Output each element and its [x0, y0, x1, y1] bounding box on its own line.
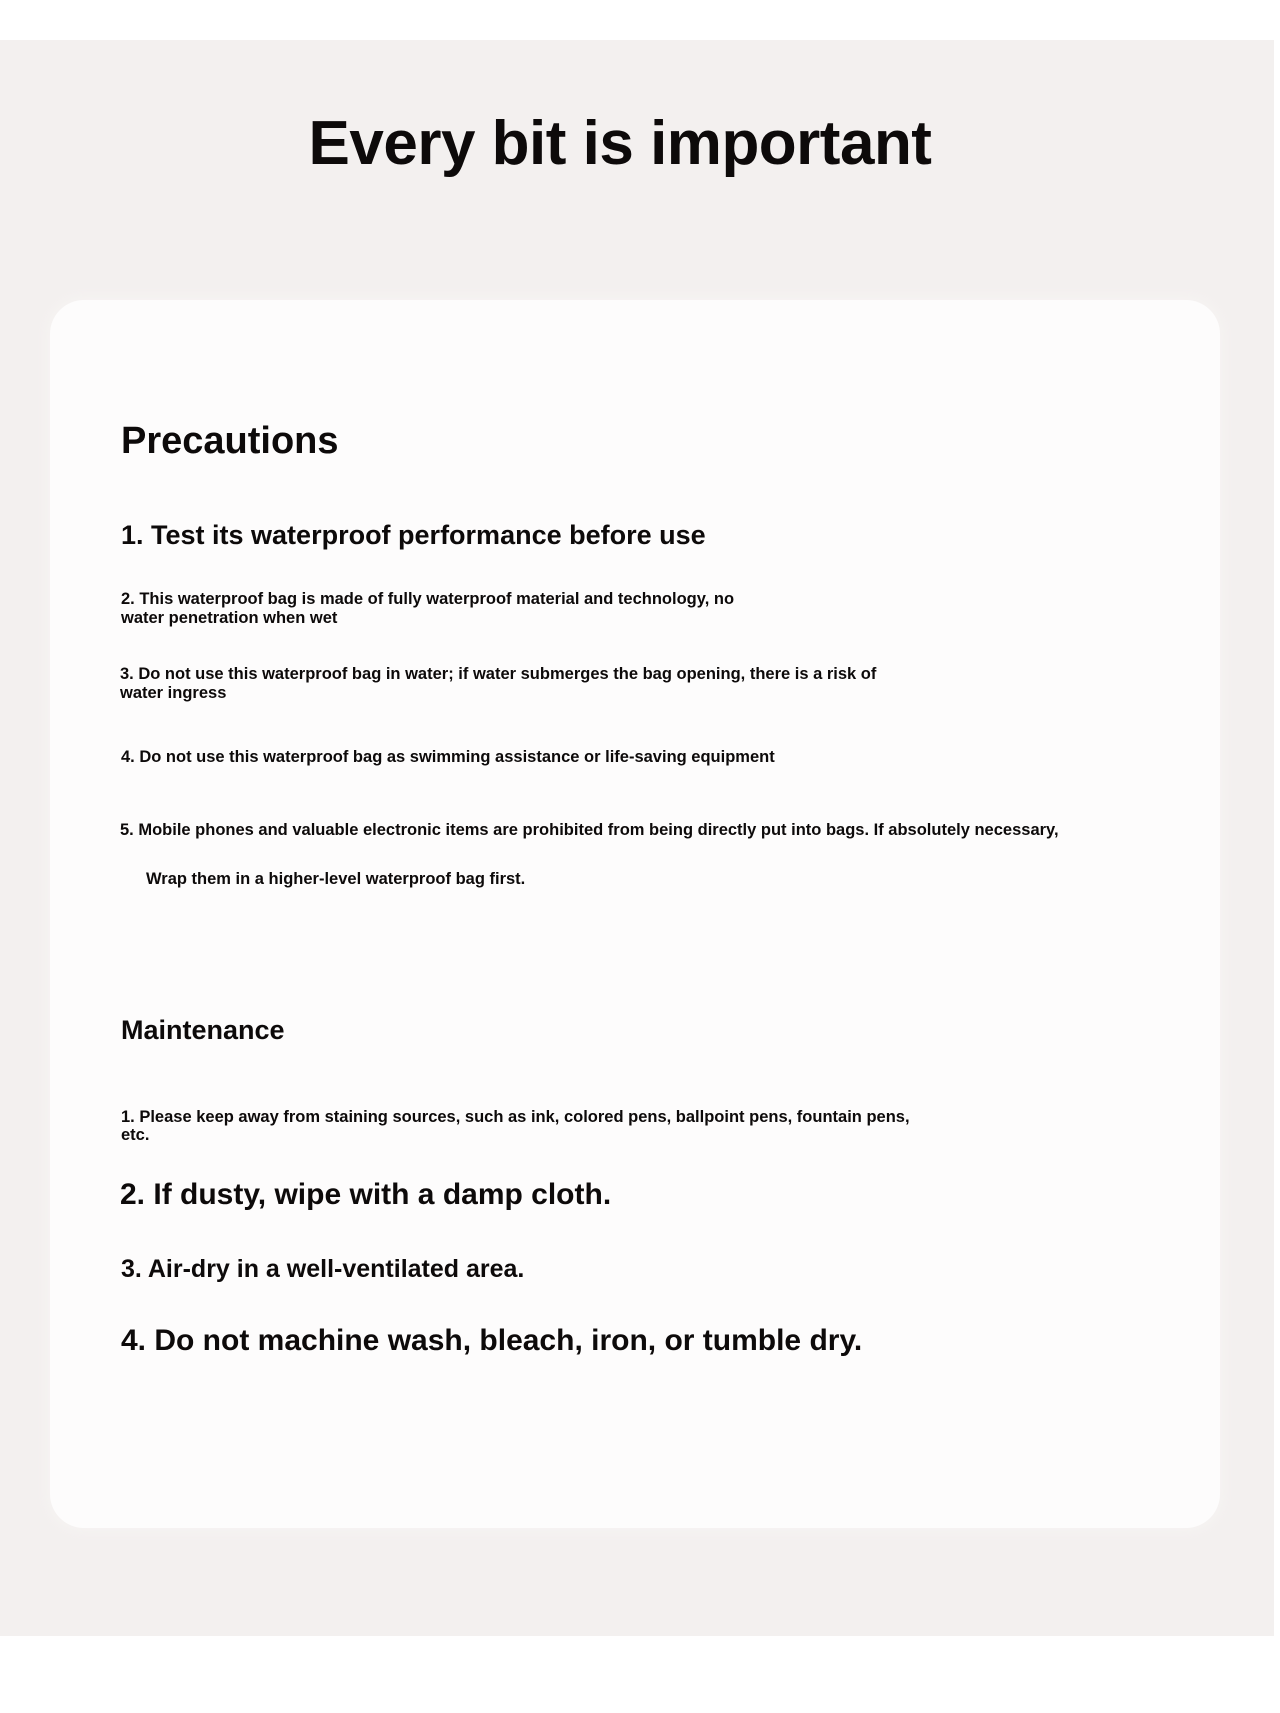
precaution-item-4: 4. Do not use this waterproof bag as swimming assistance or life-saving equipment	[121, 748, 775, 766]
maintenance-item-1-cont: etc.	[121, 1126, 150, 1144]
page-title: Every bit is important	[308, 109, 932, 178]
maintenance-item-2: 2. If dusty, wipe with a damp cloth.	[120, 1178, 612, 1211]
precaution-item-2: 2. This waterproof bag is made of fully waterproof material and technology, no	[121, 590, 735, 608]
maintenance-item-1: 1. Please keep away from staining sources, such as ink, colored pens, ballpoint pens, fountain pens,	[121, 1108, 910, 1126]
precautions-heading: Precautions	[121, 420, 339, 462]
precaution-item-1: 1. Test its waterproof performance before use	[121, 520, 706, 550]
precaution-item-2-cont: water penetration when wet	[121, 609, 338, 627]
precaution-item-5-cont: Wrap them in a higher-level waterproof bag first.	[146, 870, 526, 888]
maintenance-item-4: 4. Do not machine wash, bleach, iron, or tumble dry.	[121, 1324, 863, 1357]
precaution-item-3: 3. Do not use this waterproof bag in water; if water submerges the bag opening, there is a risk of	[120, 665, 877, 683]
precaution-item-3-cont: water ingress	[120, 684, 227, 702]
precaution-item-5: 5. Mobile phones and valuable electronic items are prohibited from being directly put into bags. If absolutely necessary,	[120, 821, 1059, 839]
maintenance-heading: Maintenance	[121, 1015, 285, 1045]
maintenance-item-3: 3. Air-dry in a well-ventilated area.	[121, 1255, 525, 1283]
